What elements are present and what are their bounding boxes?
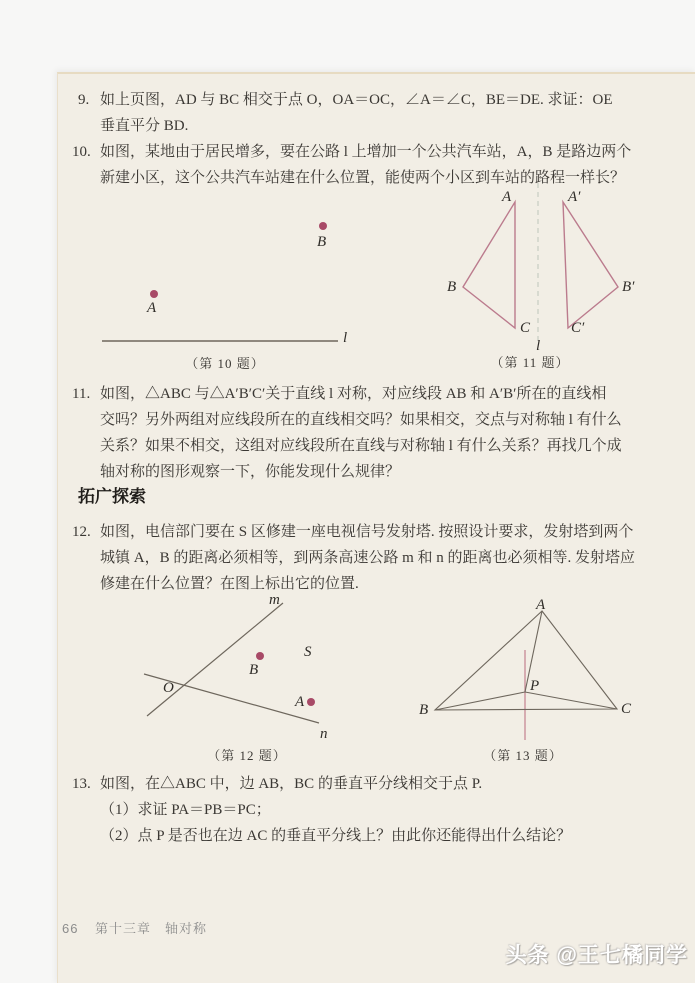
fig12-label-n: n: [320, 726, 328, 742]
problem-13-number: 13.: [72, 776, 91, 792]
problem-9-line-2: 垂直平分 BD.: [100, 118, 189, 134]
fig12-label-m: m: [269, 592, 280, 608]
figure-10-diagram: [95, 185, 355, 365]
fig11-label-b-prime: B′: [622, 279, 635, 295]
fig10-label-a: A: [147, 300, 157, 316]
triangle-abc: [463, 202, 515, 328]
footer-chapter: 第十三章: [95, 921, 152, 936]
problem-9-number: 9.: [78, 92, 90, 108]
town-b-dot: [256, 652, 264, 660]
problem-10-line-1: 如图，某地由于居民增多，要在公路 l 上增加一个公共汽车站，A，B 是路边两个: [100, 144, 632, 160]
fig13-label-b: B: [419, 702, 429, 718]
fig11-label-c: C: [520, 320, 531, 336]
figure-13-diagram: [415, 595, 635, 745]
problem-13-sub-2: （2）点 P 是否也在边 AC 的垂直平分线上？由此你还能得出什么结论？: [100, 828, 572, 844]
fig11-caption: （第 11 题）: [490, 355, 570, 370]
problem-12-number: 12.: [72, 524, 91, 540]
fig12-label-b: B: [249, 662, 259, 678]
problem-11-line-3: 关系？如果不相交，这组对应线段所在直线与对称轴 l 有什么关系？再找几个成: [100, 438, 622, 454]
highway-m-line: [147, 603, 283, 716]
fig13-label-c: C: [621, 701, 632, 717]
fig10-label-b: B: [317, 234, 327, 250]
fig13-label-p: P: [530, 678, 540, 694]
footer-chapter-title: 轴对称: [165, 921, 208, 936]
problem-10-number: 10.: [72, 144, 91, 160]
fig11-label-a-prime: A′: [568, 189, 581, 205]
problem-13-sub-1: （1）求证 PA＝PB＝PC；: [100, 802, 271, 818]
watermark: 头条 @王七橘同学: [505, 944, 688, 967]
fig11-label-a: A: [502, 189, 512, 205]
town-a-dot: [307, 698, 315, 706]
problem-12-line-1: 如图，电信部门要在 S 区修建一座电视信号发射塔. 按照设计要求，发射塔到两个: [100, 524, 634, 540]
problem-10-line-2: 新建小区，这个公共汽车站建在什么位置，能使两个小区到车站的路程一样长？: [100, 170, 626, 186]
fig10-caption: （第 10 题）: [185, 356, 265, 371]
fig11-label-c-prime: C′: [571, 320, 585, 336]
figure-11-diagram: [440, 180, 640, 350]
segment-pc: [525, 692, 617, 709]
problem-11-line-1: 如图，△ABC 与△A′B′C′关于直线 l 对称，对应线段 AB 和 A′B′所在的直线相: [100, 386, 607, 402]
figure-12-diagram: [130, 592, 340, 742]
point-a-dot: [150, 290, 158, 298]
fig10-label-l: l: [343, 330, 348, 346]
fig11-label-b: B: [447, 279, 457, 295]
fig12-label-a: A: [295, 694, 305, 710]
footer-page-number: 66: [62, 921, 79, 936]
point-b-dot: [319, 222, 327, 230]
section-heading: 拓广探索: [78, 487, 146, 506]
problem-12-line-2: 城镇 A，B 的距离必须相等，到两条高速公路 m 和 n 的距离也必须相等. 发射塔应: [100, 550, 636, 566]
fig12-label-o: O: [163, 680, 174, 696]
fig13-caption: （第 13 题）: [483, 748, 563, 763]
problem-9-line-1: 如上页图，AD 与 BC 相交于点 O，OA＝OC，∠A＝∠C，BE＝DE. 求证：OE: [100, 92, 613, 108]
problem-11-number: 11.: [72, 386, 91, 402]
problem-11-line-2: 交吗？另外两组对应线段所在的直线相交吗？如果相交，交点与对称轴 l 有什么: [100, 412, 622, 428]
segment-bp: [435, 692, 525, 710]
fig11-label-l: l: [536, 338, 541, 354]
problem-12-line-3: 修建在什么位置？在图上标出它的位置.: [100, 576, 359, 592]
fig12-label-s: S: [304, 644, 312, 660]
fig13-label-a: A: [536, 597, 546, 613]
triangle-abc-13: [435, 611, 617, 710]
fig12-caption: （第 12 题）: [207, 748, 287, 763]
problem-13-line-1: 如图，在△ABC 中，边 AB，BC 的垂直平分线相交于点 P.: [100, 776, 483, 792]
triangle-a1b1c1: [563, 202, 618, 328]
problem-11-line-4: 轴对称的图形观察一下，你能发现什么规律？: [100, 464, 401, 480]
